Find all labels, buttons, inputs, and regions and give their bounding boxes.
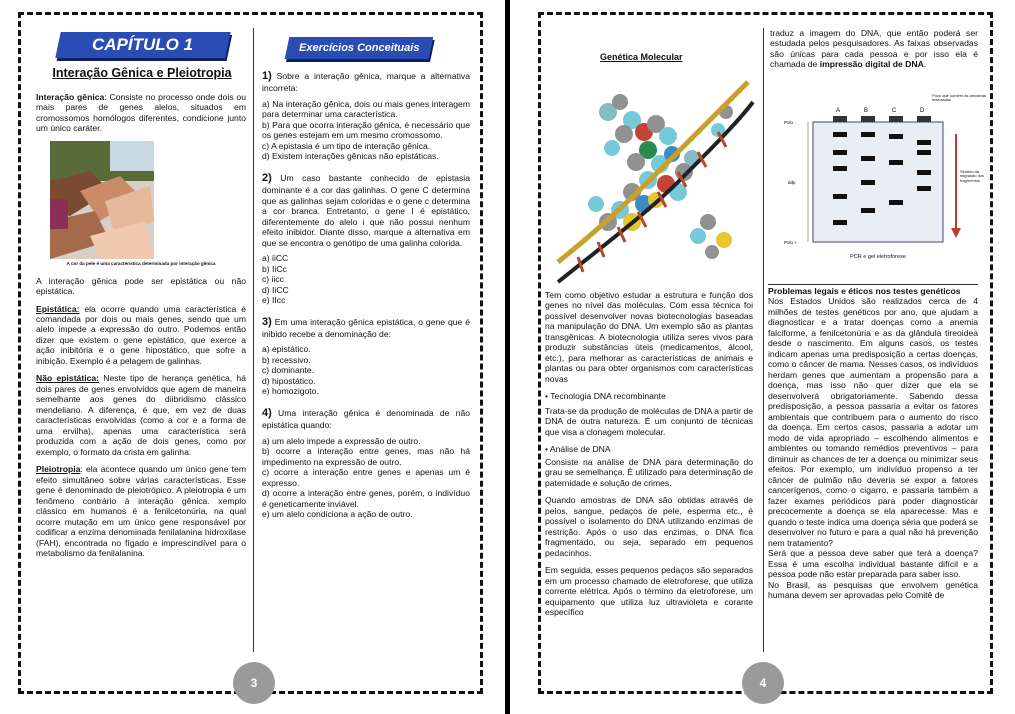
exercises-banner-text: Exercícios Conceituais: [298, 42, 420, 54]
section-title: Genética Molecular: [600, 52, 683, 62]
option-3c[interactable]: c) dominante.: [262, 365, 315, 376]
continue-text: traduz a imagem do DNA, que então poderá ser estudada pelos pesquisadores. As faixas observadas são únicas para cada pessoa e por isso ela é chamada de: [770, 28, 978, 70]
option-2a[interactable]: a) iiCC: [262, 253, 289, 264]
option-4b[interactable]: b) ocorre a interação entre genes, mas não há impedimento na expressão de outro.: [262, 446, 470, 467]
option-4c[interactable]: c) ocorre a interação entre genes e apenas um é expresso.: [262, 467, 470, 488]
gel-lane-b: B: [864, 108, 869, 114]
bullet-analysis-title: • Análise de DNA: [545, 444, 753, 454]
question-4-text: Uma interação gênica é denominada de não epistática quando:: [262, 407, 470, 431]
bullet-analysis-text: Consiste na análise de DNA para determinação do grau se semelhança. É utilizado para determinação de paternidade e solução de crimes.: [545, 456, 753, 488]
gel-caption: PCR e gel eletroforese: [850, 254, 906, 260]
exercises-column: [262, 70, 470, 526]
option-4d[interactable]: d) ocorre a interação entre genes, porém, o indivíduo é geneticamente inviável.: [262, 488, 470, 509]
bullet-recombinant-title: • Tecnologia DNA recombinante: [545, 391, 753, 401]
option-2c[interactable]: c) iicc: [262, 274, 284, 285]
chapter-banner: [55, 32, 231, 58]
gel-arrow-label: Sentido da migração dos fragmentos: [960, 169, 985, 183]
right-column-divider: [763, 28, 764, 652]
pleiotropia-paragraph: [36, 464, 246, 558]
gel-electrophoresis-figure: [778, 93, 987, 264]
option-4a[interactable]: a) um alelo impede a expressão de outro.: [262, 435, 421, 446]
option-1b[interactable]: b) Para que ocorra interação gênica, é necessário que os genes estejam em um mesmo cromossomo.: [262, 119, 470, 141]
chapter-banner-text: CAPÍTULO 1: [92, 35, 194, 54]
intro-paragraph: [36, 92, 246, 134]
left-column-divider: [253, 28, 254, 652]
option-1d[interactable]: d) Existem interações gênicas não epistáticas.: [262, 151, 439, 162]
question-3-text: Em uma interação gênica epistática, o gene que é inibido recebe a denominação de:: [262, 316, 470, 339]
option-3d[interactable]: d) hipostático.: [262, 375, 316, 386]
samples-paragraph: Quando amostras de DNA são obtidas através de pelos, sangue, pedaços de pele, esperma etc., é possível o isolamento do DNA utilizando enzimas de restrição. Após o uso das enzimas, o DNA fica fragmentado, ou seja, separado em pequenos pedacinhos.: [545, 495, 753, 558]
question-1: [262, 70, 470, 162]
option-4e[interactable]: e) um alelo condiciona a ação de outro.: [262, 509, 413, 520]
question-2-text: Um caso bastante conhecido de epistasia dominante é a cor das galinhas. O gene C determina que as galinhas sejam coloridas e o gene c determina a cor branca. Entretanto, o gene I é epistático, diferentemente do alelo i que não possui nenhum efeito inibidor. Diante disso, marque a alternativa em que se encontra o genótipo de uma galinha colorida.: [262, 172, 470, 248]
gel-lane-d: D: [920, 108, 925, 114]
left-page: [0, 0, 505, 714]
intro-text: : Consiste no processo onde dois ou mais pares de genes alelos, situados em cromossomos homólogos diferentes, condicione junto um único caráter.: [36, 92, 246, 134]
question-2: [262, 172, 470, 306]
gel-diagram: [778, 104, 978, 254]
question-3-options: [262, 344, 470, 396]
nao-epistatica-paragraph: [36, 373, 246, 457]
epistatica-text: ela ocorre quando uma característica é comandada por dois ou mais genes, sendo que um alelo impede a expressão do outro. Podemos então dizer que existem o gene epistático, que exerce a ação inibitória e o gene hipostático, que sofre a inibição. Exemplo é a pelagem de galinhas.: [36, 303, 246, 366]
epistatica-term: Epistática:: [36, 303, 80, 314]
option-3e[interactable]: e) homozigoto.: [262, 386, 319, 397]
gel-pole-negative: Polo -: [784, 120, 796, 125]
gel-ddp-label: ddp: [788, 180, 796, 185]
right-page: [510, 0, 1015, 714]
ethics-title: Problemas legais e éticos nos testes genéticos: [768, 286, 961, 296]
nao-epistatica-text: Neste tipo de herança genética, há dois pares de genes envolvidos que agem de maneira semelhante aos genes do diibridismo clássico mendeliano. A diferença, é que, em vez de duas características envolvidas (como a cor e a forma de uma ervilha), apenas uma característica será produzida com a ação de dois genes, como por exemplo, o formato da crista em galinha.: [36, 373, 246, 457]
option-1a[interactable]: a) Na interação gênica, dois ou mais genes interagem para determinar uma característica.: [262, 98, 470, 120]
chapter-title: Interação Gênica e Pleiotropia: [52, 66, 232, 80]
option-3a[interactable]: a) epistático.: [262, 344, 311, 355]
intro-term: Interação gênica: [36, 92, 105, 102]
electrophoresis-paragraph: Em seguida, esses pequenos pedaços são separados em um processo chamado de eletroforese, que utiliza corrente elétrica. Após o término da eletroforese, um equipamento que utiliza luz ultravioleta e corante específico: [545, 565, 753, 618]
option-2e[interactable]: e) IIcc: [262, 295, 286, 306]
ethics-paragraph-3: No Brasil, as pesquisas que envolvem genética humana devem ser aprovadas pelo Comitê de: [768, 579, 978, 601]
pleiotropia-term: Pleiotropia: [36, 464, 81, 475]
ethics-paragraph-2: Será que a pessoa deve saber que terá a doença? Essa é uma escolha individual bastante difícil e a pessoa pode não estar preparada para saber isso.: [768, 548, 978, 580]
question-2-options: [262, 253, 470, 305]
page-number-left: 3: [233, 662, 275, 704]
gel-well-note: Poço que contém as amostras maturadas: [932, 93, 987, 103]
question-3: [262, 316, 470, 397]
gel-lane-a: A: [836, 108, 841, 114]
bullet-recombinant-text: Trata-se da produção de moléculas de DNA a partir de DNA de outra natureza. É um conjunto de técnicas que visa a clonagem molecular.: [545, 405, 753, 437]
pleiotropia-text: : ela acontece quando um único gene tem efeito simultâneo sobre várias características. Esse gene é denominado de pleiotrópico. A pleiotropia é um fenômeno contrário à interação gênica. xemplo clássico em humanos é a fenilcetonúria, na qual ocorre mutação em um único gene responsável por codificar a enzima denominada fenilalanina hidroxilase (FAH), encontrada no fígado e imprescindível para o metabolismo da fenilalanina.: [36, 464, 246, 559]
ethics-section: [768, 284, 978, 601]
photo-caption: A cor da pele é uma característica determinada por interação gênica: [66, 260, 216, 266]
option-1c[interactable]: c) A epistasia é um tipo de interação gênica.: [262, 140, 431, 151]
ethics-paragraph: Nos Estados Unidos são realizados cerca de 4 milhões de testes genéticos por ano, que ajudam a diagnosticar e a tratar doenças como a anemia falciforme, a fenilcetonúria e as da glândula tireoidea desde o nascimento. Em alguns casos, os testes indicam apenas uma predisposição a certas doenças, como o câncer de mama. Nesses casos, os indivíduos herdam genes que aumentam a propensão para a doença, mas isso não quer dizer que ela se desenvolverá obrigatoriamente. Sabendo dessa predisposição, a pessoa passaria a evitar os fatores ambientais que contribuem para o aumento do risco da doença. Em certos casos, passaria a adotar um modo de vida apropriado – escolhendo alimentos e ambientes ou tomando remédios preventivos – para diminuir as chances de ter a doença ou minimizar seus efeitos. Por exemplo, um indivíduo propenso a ter câncer de pulmão não deveria se expor a fatores cancerígenos, como o cigarro, e passaria também a fazer exames periódicos para poder diagnosticar precocemente a doença se ela aparecesse. Mas e quando o teste indica uma doença séria que poderá se desenvolver no futuro e para a qual não há prevenção nem tratamento?: [768, 296, 978, 548]
question-4-options: [262, 436, 470, 520]
option-3b[interactable]: b) recessivo.: [262, 354, 311, 365]
option-2d[interactable]: d) IiCC: [262, 284, 289, 295]
nao-epistatica-term: Não epistática:: [36, 373, 100, 384]
question-1-options: [262, 99, 470, 162]
question-4: [262, 407, 470, 520]
types-paragraph: A interação gênica pode ser epistática ou não epistática.: [36, 275, 246, 297]
gel-wells: [833, 116, 931, 122]
question-2-number: 2): [262, 171, 272, 184]
epistatica-paragraph: [36, 304, 246, 367]
digital-fingerprint-term: impressão digital de DNA: [819, 59, 924, 70]
right-right-column: [770, 28, 978, 77]
gel-pole-positive: Polo +: [784, 240, 797, 245]
dna-molecule-illustration: [548, 72, 758, 284]
question-3-number: 3): [262, 315, 272, 328]
exercises-banner: [285, 37, 434, 59]
question-4-number: 4): [262, 406, 272, 419]
arms-photo-image: [50, 141, 154, 259]
question-1-text: Sobre a interação gênica, marque a alternativa incorreta:: [262, 71, 470, 94]
continue-paragraph: traduz a imagem do DNA, que então poderá ser estudada pelos pesquisadores. As faixas observadas são únicas para cada pessoa e por isso ela é chamada de impressão digital de DNA.: [770, 28, 978, 70]
gel-lane-c: C: [892, 108, 897, 114]
option-2b[interactable]: b) IiCc: [262, 263, 287, 274]
left-column: [36, 92, 246, 566]
dna-helix-image: [548, 72, 758, 284]
page-number-right: 4: [742, 662, 784, 704]
question-1-number: 1): [262, 70, 272, 82]
intro-paragraph-right: Tem como objetivo estudar a estrutura e função dos genes no nível das moléculas. Com essa técnica foi possível desenvolver novas biotecnologias baseadas na manipulação do DNA. Um exemplo são as plantas transgênicas. A biotecnologia utiliza seres vivos para produzir substâncias úteis (medicamentos, álcool, etc.), para melhorar as características de animais e plantas ou para obter organismos com características novas: [545, 290, 753, 384]
skin-color-photo: [50, 141, 154, 259]
right-left-column: [545, 290, 753, 625]
